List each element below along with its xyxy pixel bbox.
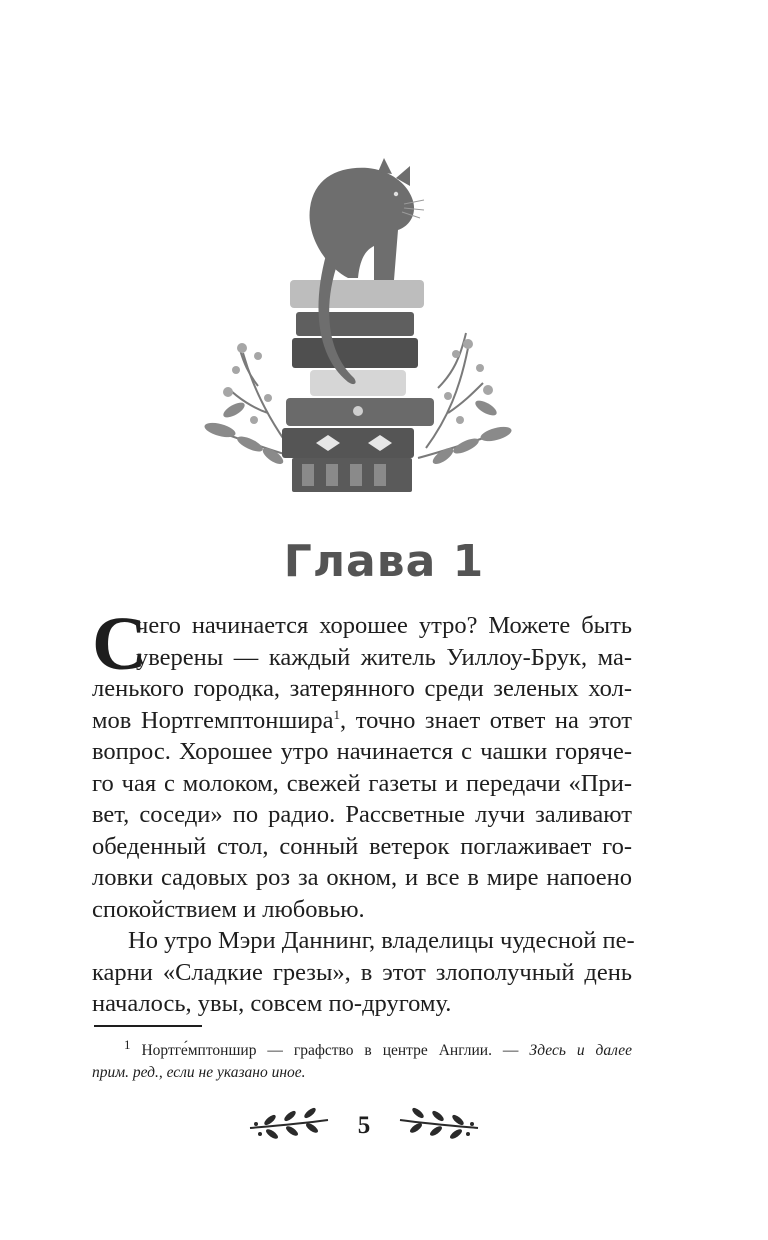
drop-cap: С [92,602,147,686]
text-line: вет, соседи» по радио. Рассветные лучи заливают [92,801,632,828]
footnote-line [92,1036,633,1062]
text-line: обеденный стол, сонный ветерок поглаживает го- [92,832,632,860]
text-line: карни «Сладкие грезы», в этот злополучный день [92,958,632,986]
cat-on-books-illustration [198,158,518,498]
text-line: го чая с молоком, свежей газеты и передачи «При- [92,769,632,797]
footnote-line [92,1062,632,1084]
text-fragment: , точно знает ответ на этот [340,706,632,734]
text-line: началось, увы, совсем по-другому. [92,990,452,1017]
text-line-with-footnote [92,705,632,737]
footnote-divider [94,1025,202,1027]
text-line: вопрос. Хорошее утро начинается с чашки горяче- [92,738,632,765]
footnote-italic-text: прим. ред., если не указано иное. [92,1064,306,1081]
text-line: ленького городка, затерянного среди зеленых хол- [92,675,632,702]
page-folio [0,1106,768,1146]
footnote [92,1036,633,1084]
laurel-branch-left-icon [248,1106,330,1146]
text-line: спокойствием и любовью. [92,895,365,923]
text-line: ловки садовых роз за окном, и все в мире напоено [92,864,632,891]
text-line: уверены — каждый житель Уиллоу-Брук, ма- [136,643,632,671]
text-line: чего начинается хорошее утро? Можете быть [136,612,632,639]
footnote-italic-text: Здесь и далее [529,1042,633,1059]
body-text [92,602,635,1020]
page-number: 5 [357,1112,371,1139]
footnote-marker: 1 [333,706,341,722]
text-fragment: мов Нортгемптоншира [92,706,334,734]
footnote-text: Нортге́мптоншир — графство в центре Англии. — [141,1042,519,1059]
chapter-title: Глава 1 [283,536,485,587]
footnote-number: 1 [124,1036,131,1052]
text-line: Но утро Мэри Даннинг, владелицы чудесной пе- [128,927,635,954]
laurel-branch-right-icon [398,1106,480,1146]
